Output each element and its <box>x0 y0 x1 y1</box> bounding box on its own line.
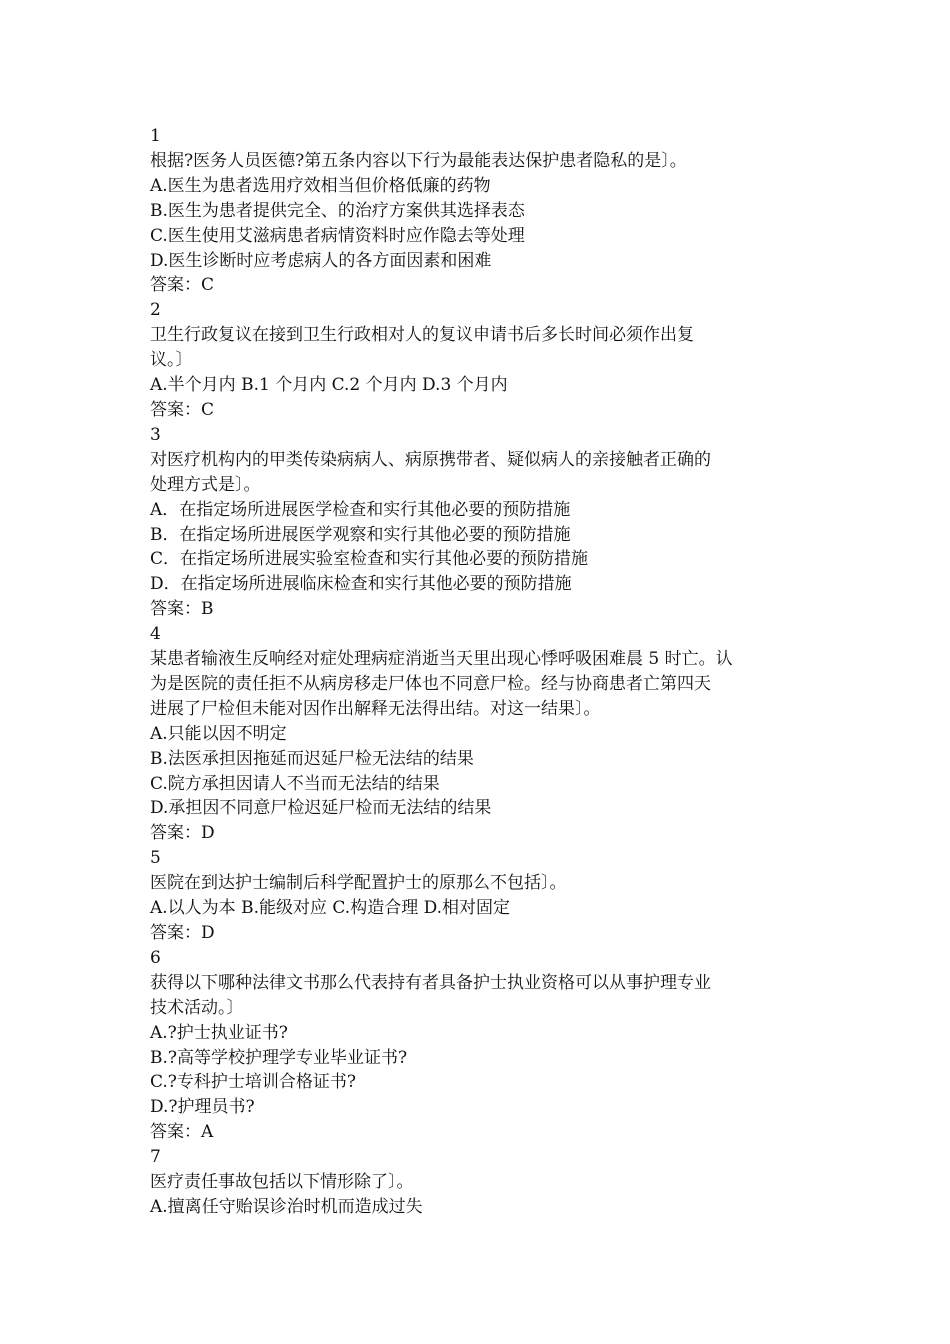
question-number: 4 <box>150 624 161 645</box>
option-a: A.?护士执业证书? <box>150 1022 288 1043</box>
option-b: B.?高等学校护理学专业毕业证书? <box>150 1047 408 1068</box>
option-a: A.只能以因不明定 <box>150 723 287 744</box>
answer-line: 答案：B <box>150 599 214 620</box>
option-b: B.法医承担因拖延而迟延尸检无法结的结果 <box>150 748 474 769</box>
question-text: 医院在到达护士编制后科学配置护士的原那么不包括〕。 <box>150 873 567 894</box>
option-a: A.医生为患者选用疗效相当但价格低廉的药物 <box>150 175 491 196</box>
question-number: 5 <box>150 848 161 869</box>
option-b: B.医生为患者提供完全、的治疗方案供其选择表态 <box>150 200 525 221</box>
options-inline: A.以人为本 B.能级对应 C.构造合理 D.相对固定 <box>150 898 511 919</box>
option-d: D.医生诊断时应考虑病人的各方面因素和困难 <box>150 250 492 271</box>
question-number: 2 <box>150 300 161 321</box>
question-text: 根据?医务人员医德?第五条内容以下行为最能表达保护患者隐私的是〕。 <box>150 150 687 171</box>
option-a: A．在指定场所进展医学检查和实行其他必要的预防措施 <box>150 499 571 520</box>
document-page <box>150 124 810 1220</box>
question-text-continued: 议。〕 <box>150 350 193 371</box>
option-d: D.?护理员书? <box>150 1097 255 1118</box>
question-text: 医疗责任事故包括以下情形除了〕。 <box>150 1172 414 1193</box>
answer-line: 答案：C <box>150 399 215 420</box>
question-number: 1 <box>150 126 161 146</box>
question-text: 获得以下哪种法律文书那么代表持有者具备护士执业资格可以从事护理专业 <box>150 972 711 993</box>
option-c: C.院方承担因请人不当而无法结的结果 <box>150 773 440 794</box>
question-text-continued: 技术活动。〕 <box>150 997 244 1018</box>
option-d: D．在指定场所进展临床检查和实行其他必要的预防措施 <box>150 574 572 595</box>
answer-line: 答案：D <box>150 823 215 844</box>
question-text-continued: 为是医院的责任拒不从病房移走尸体也不同意尸检。经与协商患者亡第四天 <box>150 673 711 694</box>
question-text-continued: 进展了尸检但未能对因作出解释无法得出结。对这一结果〕。 <box>150 698 601 719</box>
option-b: B．在指定场所进展医学观察和实行其他必要的预防措施 <box>150 524 571 545</box>
option-c: C．在指定场所进展实验室检查和实行其他必要的预防措施 <box>150 549 589 570</box>
answer-line: 答案：C <box>150 275 215 296</box>
question-text: 对医疗机构内的甲类传染病病人、病原携带者、疑似病人的亲接触者正确的 <box>150 449 711 470</box>
option-d: D.承担因不同意尸检迟延尸检而无法结的结果 <box>150 798 492 819</box>
answer-line: 答案：D <box>150 923 215 943</box>
question-number: 3 <box>150 424 161 445</box>
option-a: A.擅离任守贻误诊治时机而造成过失 <box>150 1196 423 1217</box>
question-number: 6 <box>150 947 161 968</box>
option-c: C.?专科护士培训合格证书? <box>150 1072 357 1093</box>
options-inline: A.半个月内 B.1 个月内 C.2 个月内 D.3 个月内 <box>150 375 508 396</box>
question-text-continued: 处理方式是〕。 <box>150 474 261 495</box>
question-number: 7 <box>150 1147 161 1168</box>
question-text: 卫生行政复议在接到卫生行政相对人的复议申请书后多长时间必须作出复 <box>150 325 694 346</box>
question-text: 某患者输液生反响经对症处理病症消逝当天里出现心悸呼吸困难晨 5 时亡。认 <box>150 649 733 670</box>
answer-line: 答案：A <box>150 1122 214 1143</box>
option-c: C.医生使用艾滋病患者病情资料时应作隐去等处理 <box>150 225 525 246</box>
